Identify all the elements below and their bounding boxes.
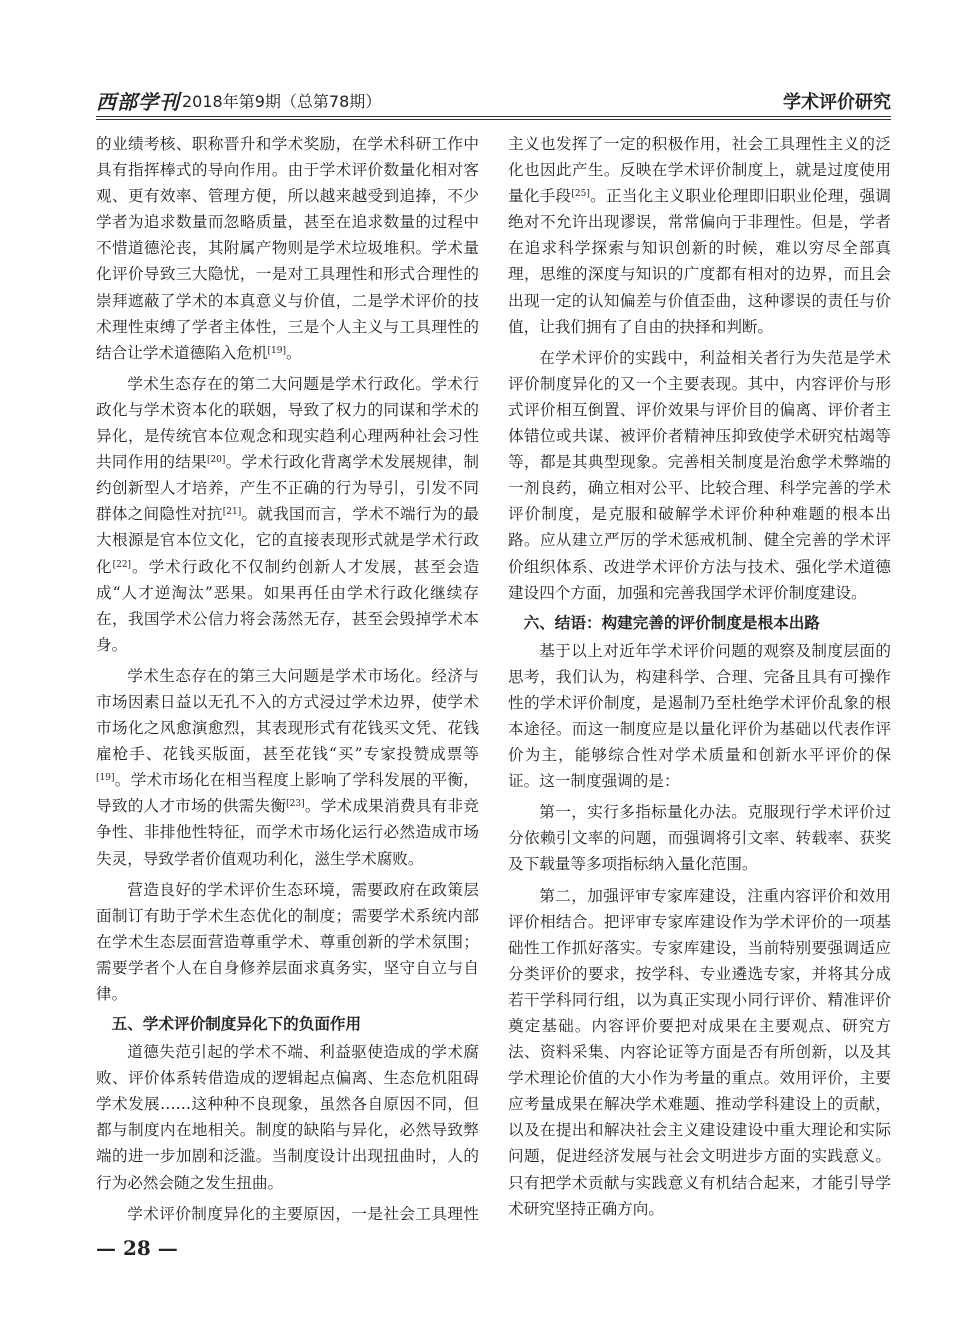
paragraph: 在学术评价的实践中，利益相关者行为失范是学术评价制度异化的又一个主要表现。其中，内容评价与形式评价相互倒置、评价效果与评价目的偏离、评价者主体错位或共谋、被评价者精神压抑致使学术研究枯竭等等，都是其典型现象。完善相关制度是治愈学术弊端的一剂良药，确立相对公平、比较合理、科学完善的学术评价制度，是克服和破解学术评价种种难题的根本出路。应从建立严厉的学术惩戒机制、健全完善的学术评价组织体系、改进学术评价方法与技术、强化学术道德建设四个方面，加强和完善我国学术评价制度建设。 (508, 348, 891, 602)
paragraph: 营造良好的学术评价生态环境，需要政府在政策层面制订有助于学术生态优化的制度；需要学术系统内部在学术生态层面营造尊重学术、尊重创新的学术氛围；需要学者个人在自身修养层面求真务实，坚守自立与自律。 (96, 880, 479, 1003)
header-rule (96, 116, 891, 117)
citation: [19] (96, 773, 115, 784)
citation: [22] (112, 559, 132, 570)
paragraph: 主义也发挥了一定的积极作用，社会工具理性主义的泛化也因此产生。反映在学术评价制度上，就是过度使用量化手段[25]。正当化主义职业伦理即旧职业伦理，强调绝对不允许出现谬误，常常偏向于非理性。但是，学者在追求科学探索与知识创新的时候，难以穷尽全部真理，思维的深度与知识的广度都有相对的边界，而且会出现一定的认知偏差与价值歪曲，这种谬误的责任与价值，让我们拥有了自由的抉择和判断。 (508, 135, 891, 336)
paragraph: 第一，实行多指标量化办法。克服现行学术评价过分依赖引文率的问题，而强调将引文率、转载率、获奖及下载量等多项指标纳入量化范围。 (508, 803, 891, 874)
section-title: 学术评价研究 (783, 92, 891, 113)
paragraph: 第二，加强评审专家库建设，注重内容评价和效用评价相结合。把评审专家库建设作为学术评价的一项基础性工作抓好落实。专家库建设，当前特别要强调适应分类评价的要求，按学科、专业遴选专家，并将其分成若干学科同行组，以为真正实现小同行评价、精准评价奠定基础。内容评价要把对成果在主要观点、研究方法、资料采集、内容论证等方面是否有所创新，以及其学术理论价值的大小作为考量的重点。效用评价，主要应考量成果在解决学术难题、推动学科建设上的贡献，以及在提出和解决社会主义建设建设中重大理论和实际问题，促进经济发展与社会文明进步方面的实践意义。只有把学术贡献与实践意义有机结合起来，才能引导学术研究坚持正确方向。 (508, 886, 891, 1218)
paragraph: 道德失范引起的学术不端、利益驱使造成的学术腐败、评价体系转借造成的逻辑起点偏离、生态危机阻碍学术发展……这种种不良现象，虽然各自原因不同，但都与制度内在地相关。制度的缺陷与异化，必然导致弊端的进一步加剧和泛滥。当制度设计出现扭曲时，人的行为必然会随之发生扭曲。 (96, 1043, 479, 1192)
paragraph (508, 1227, 891, 1231)
paragraph: 基于以上对近年学术评价问题的观察及制度层面的思考，我们认为，构建科学、合理、完备且具有可操作性的学术评价制度，是遏制乃至杜绝学术评价乱象的根本途径。而这一制度应是以量化评价为基础以代表作评价为主，能够综合性对学术质量和创新水平评价的保证。这一制度强调的是： (508, 641, 891, 791)
issue-info: 2018年第9期（总第78期） (182, 92, 382, 111)
paragraph: 学术生态存在的第三大问题是学术市场化。经济与市场因素日益以无孔不入的方式浸过学术边界，使学术市场化之风愈演愈烈，其表现形式有花钱买文凭、花钱雇枪手、花钱买版面，甚至花钱“买”专家投赞成票等[19]。学术市场化在相当程度上影响了学科发展的平衡，导致的人才市场的供需失衡[23]。学术成果消费具有非竞争性、非排他性特征，而学术市场化运行必然造成市场失灵，导致学者价值观功利化，滋生学术腐败。 (96, 666, 479, 868)
paragraph: 学术评价制度异化的主要原因，一是社会工具理性 (127, 1204, 479, 1223)
page-number: — 28 — (96, 1236, 178, 1260)
section-heading: 六、结语：构建完善的评价制度是根本出路 (523, 613, 820, 632)
paragraph: 学术生态存在的第二大问题是学术行政化。学术行政化与学术资本化的联姻，导致了权力的同谋和学术的异化，是传统官本位观念和现实趋利心理两种社会习性共同作用的结果[20]。学术行政化背离学术发展规律，制约创新型人才培养，产生不正确的行为导引，引发不同群体之间隐性对抗[21]。就我国而言，学术不端行为的最大根源是官本位文化，它的直接表现形式就是学术行政化[22]。学术行政化不仅制约创新人才发展，甚至会造成“人才逆淘汰”恶果。如果再任由学术行政化继续存在，我国学术公信力将会荡然无存，甚至会毁掉学术本身。 (96, 374, 479, 654)
citation: [20] (206, 455, 226, 466)
left-column (96, 131, 479, 1231)
journal-name: 西部学刊 (96, 90, 180, 114)
page-header (96, 84, 891, 114)
paragraph: 的业绩考核、职称晋升和学术奖励，在学术科研工作中具有指挥棒式的导向作用。由于学术评价数量化相对客观、更有效率、管理方便，所以越来越受到追捧，不少学者为追求数量而忽略质量，甚至在追求数量的过程中不惜道德沦丧，其附属产物则是学术垃圾堆积。学术量化评价导致三大隐忧，一是对工具理性和形式合理性的崇拜遮蔽了学术的本真意义与价值，二是学术评价的技术理性束缚了学者主体性，三是个人主义与工具理性的结合让学术道德陷入危机[19]。 (96, 135, 479, 362)
citation: [21] (222, 507, 242, 518)
citation: [23] (286, 799, 305, 810)
citation: [25] (571, 189, 590, 200)
citation: [19] (267, 345, 287, 356)
section-heading: 五、学术评价制度异化下的负面作用 (111, 1015, 362, 1034)
right-column (508, 131, 891, 1231)
header-rule-thin (96, 119, 891, 120)
